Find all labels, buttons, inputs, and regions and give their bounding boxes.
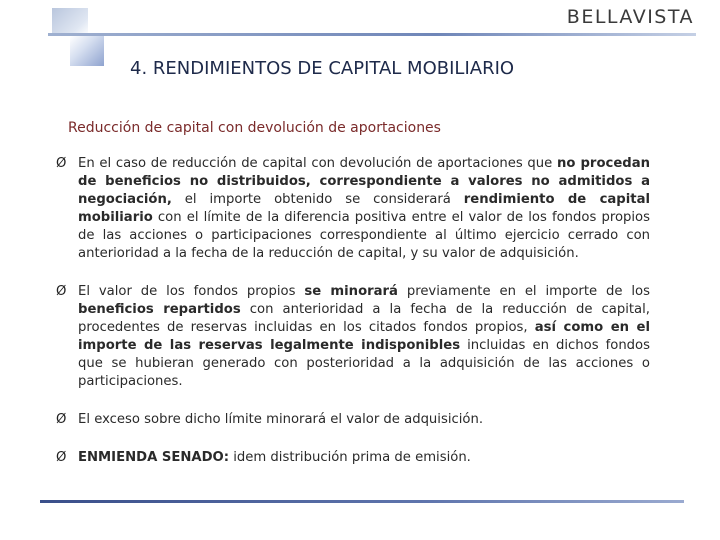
bullet-list <box>56 155 650 487</box>
page-title: 4. RENDIMIENTOS DE CAPITAL MOBILIARIO <box>130 58 515 79</box>
bullet-text-part: idem distribución prima de emisión. <box>229 450 471 465</box>
bullet-arrow-icon: Ø <box>56 284 67 299</box>
bullet-text-bold: rendimiento de capital mobiliario <box>78 192 650 225</box>
bullet-text-part: El valor de los fondos propios <box>78 284 305 299</box>
bullet-text-part: En el caso de reducción de capital con devolución de aportaciones que <box>78 156 557 171</box>
bullet-item-4 <box>56 449 650 467</box>
bullet-item-2 <box>56 283 650 391</box>
bullet-arrow-icon: Ø <box>56 156 67 171</box>
bullet-text-part: previamente en el importe de los <box>397 284 650 299</box>
bullet-text-bold: ENMIENDA SENADO: <box>78 450 230 465</box>
bullet-text <box>78 156 650 261</box>
logo-square-top <box>52 8 88 36</box>
bullet-text-bold: se minorará <box>304 284 398 299</box>
header-rule <box>48 33 696 36</box>
section-subtitle: Reducción de capital con devolución de aportaciones <box>68 120 441 136</box>
bullet-text <box>78 284 650 389</box>
bullet-text-part: con el límite de la diferencia positiva entre el valor de los fondos propios de las acciones o participaciones correspondiente al último ejercicio cerrado con anterioridad a la fecha de la reducción de capital, y su valor de adquisición. <box>78 210 650 261</box>
bullet-text-bold: no procedan de beneficios no distribuidos, correspondiente a valores no admitidos a negociación, <box>78 156 650 207</box>
bullet-text-bold: beneficios repartidos <box>78 302 241 317</box>
bullet-text-bold: así como en el importe de las reservas legalmente indisponibles <box>78 320 650 353</box>
bullet-text <box>78 412 483 427</box>
bullet-arrow-icon: Ø <box>56 450 67 465</box>
bullet-text-part: incluidas en dichos fondos que se hubieran generado con posterioridad a la adquisición de las acciones o participaciones. <box>78 338 650 389</box>
bullet-text-part: El exceso sobre dicho límite minorará el valor de adquisición. <box>78 412 484 427</box>
bullet-arrow-icon: Ø <box>56 412 67 427</box>
bullet-item-1 <box>56 155 650 263</box>
bullet-text-part: con anterioridad a la fecha de la reducción de capital, procedentes de reservas incluidas en los citados fondos propios, <box>78 302 650 335</box>
logo-square-bottom <box>70 36 104 66</box>
brand-logo: BELLAVISTA <box>566 6 694 28</box>
bullet-item-3 <box>56 411 650 429</box>
footer-rule <box>40 500 684 503</box>
bullet-text-part: el importe obtenido se considerará <box>171 192 464 207</box>
bullet-text <box>78 450 471 465</box>
